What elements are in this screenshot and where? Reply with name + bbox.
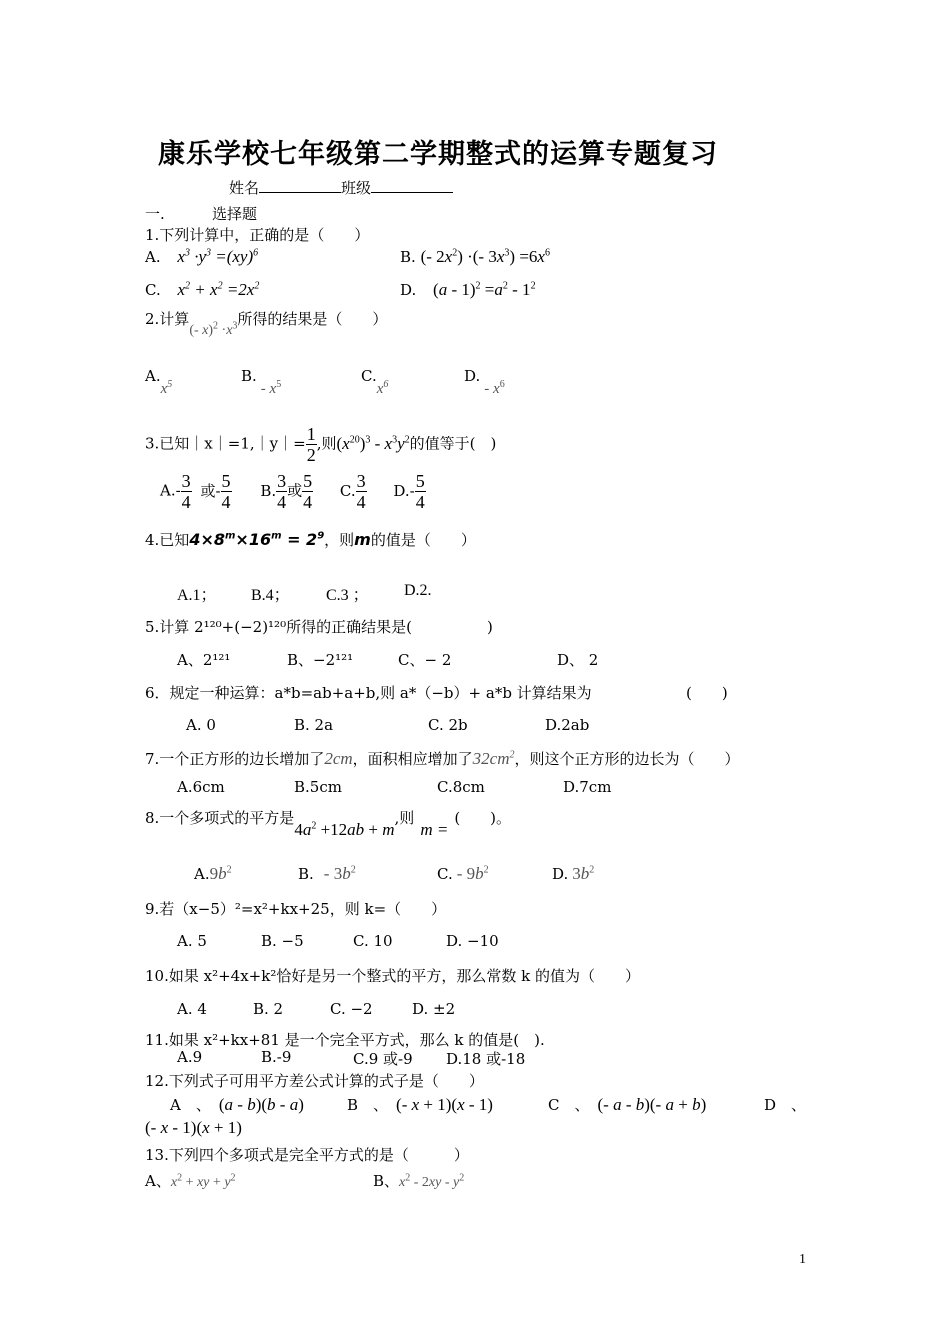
option-label: A. [145, 367, 161, 385]
question-9-stem: 9.若（x−5）²=x²+kx+25，则 k=（ ） [145, 900, 447, 918]
option-label: D. [400, 281, 417, 299]
question-7-option-a: A.6cm [177, 778, 225, 796]
option-label: B 、 [347, 1096, 389, 1114]
math-expression: (- $x)^2 \cdot x^3$ [189, 320, 238, 338]
question-10-option-b: B. 2 [253, 1000, 284, 1018]
math-expression: - $9b^2$ [456, 864, 489, 883]
section-number: 一. [145, 205, 165, 223]
question-4-option-b: B.4； [251, 587, 290, 604]
math-expression: $x^2 + x^2 =2x^2$ [177, 280, 260, 299]
question-1-option-a [145, 247, 258, 267]
math-expression: $9b^2$ [209, 864, 232, 883]
question-11-option-d: D.18 或-18 [446, 1050, 526, 1068]
question-11-option-a: A.9 [177, 1048, 203, 1066]
question-10-option-d: D. ±2 [412, 1000, 456, 1018]
question-6-stem: 6．规定一种运算：a*b=ab+a+b,则 a*（−b）+ a*b 计算结果为 [145, 684, 592, 702]
class-label: 班级 [341, 179, 372, 197]
stem-suffix: ( )。 [454, 809, 512, 827]
math-expression: $x^3 \cdot y^3 =(xy)^6$ [177, 247, 259, 266]
class-blank [371, 178, 453, 193]
option-joiner: 或- [200, 481, 221, 500]
math-expression: $x^2 - 2xy - y^2$ [399, 1172, 465, 1190]
question-13-option-b [373, 1170, 464, 1191]
question-7-option-d: D.7cm [563, 778, 612, 796]
math-expression: (a - b)(b - a) [218, 1095, 304, 1114]
stem-suffix: 的值是（ ） [370, 531, 476, 549]
question-1-option-b [400, 247, 550, 267]
option-label: B. [260, 481, 277, 500]
area-value: 32cm [472, 749, 510, 768]
stem-suffix: 的值等于( ) [409, 434, 497, 453]
question-3-options [160, 471, 426, 512]
option-label: A、 [145, 1172, 171, 1190]
page-number: 1 [799, 1252, 806, 1267]
stem-suffix: ，则这个正方形的边长为（ ） [514, 750, 740, 768]
question-8-option-a [194, 864, 232, 884]
math-variable: m [354, 530, 371, 549]
question-10-option-a: A. 4 [177, 1000, 207, 1018]
option-label: B. [400, 248, 416, 266]
stem-mid: ,则 [394, 809, 415, 827]
question-8-option-b [298, 864, 356, 884]
question-5-option-a: A、2¹²¹ [177, 651, 231, 669]
math-expression: $(a - 1)^2 =a^2 - 1^2$ [433, 280, 536, 299]
question-2-option-c [361, 367, 389, 397]
stem-mid: ,则 [316, 434, 337, 453]
math-expression: $4\times 8^m\times 16^m = 2^9$ [189, 530, 325, 549]
math-expression: - $3b^2$ [323, 864, 356, 883]
math-expression: - $x^5$ [260, 379, 282, 397]
stem-prefix: 4.已知 [145, 531, 190, 549]
fraction: $\frac{5}{4}$ [303, 471, 313, 512]
question-4-option-d: D.2. [404, 582, 432, 599]
stem-mid: ，面积相应增加了 [352, 750, 473, 768]
question-8-option-d [552, 864, 594, 884]
question-13-stem: 13.下列四个多项式是完全平方式的是（ ） [145, 1146, 469, 1164]
option-label: A.- [160, 481, 181, 500]
question-11-stem: 11.如果 x²+kx+81 是一个完全平方式，那么 k 的值是( ). [145, 1031, 545, 1049]
option-label: C 、 [548, 1096, 590, 1114]
option-label: A. [145, 248, 161, 266]
question-7-stem [145, 748, 740, 769]
stem-prefix: 8.一个多项式的平方是 [145, 809, 295, 827]
math-expression: m = [420, 820, 449, 839]
math-expression: (- $2x^2$) ·(- $3x^3) =6x^6$ [420, 247, 550, 266]
name-label: 姓名 [229, 179, 260, 197]
option-label: B、 [373, 1172, 400, 1190]
option-joiner: 或 [287, 481, 303, 500]
question-6-option-c: C. 2b [428, 716, 468, 734]
question-10-option-c: C. −2 [330, 1000, 373, 1018]
question-6-option-b: B. 2a [294, 716, 334, 734]
question-6-paren: ( ) [686, 684, 728, 702]
stem-prefix: 7.一个正方形的边长增加了 [145, 750, 325, 768]
option-label: B. [241, 367, 257, 385]
question-5-option-b: B、−2¹²¹ [287, 651, 354, 669]
fraction: $\frac{5}{4}$ [221, 471, 231, 512]
question-1-option-d [400, 280, 536, 300]
question-2-option-a [145, 367, 173, 397]
math-expression: (- x + 1)(x - 1) [396, 1095, 493, 1114]
question-8-option-c [437, 864, 489, 884]
math-expression: $x^2$ + xy + $y^2$ [170, 1172, 236, 1190]
question-6-option-a: A. 0 [186, 716, 216, 734]
question-7-option-c: C.8cm [437, 778, 485, 796]
math-expression: $x^6$ [376, 379, 389, 397]
option-label: D. [464, 367, 481, 385]
question-1-option-c [145, 280, 259, 300]
question-4-stem [145, 529, 476, 550]
question-12-option-a [170, 1094, 304, 1115]
question-9-option-d: D. −10 [446, 932, 499, 950]
question-5-option-d: D、 2 [557, 651, 599, 669]
math-expression: (- a - b)(- a + b) [597, 1095, 707, 1114]
question-5-option-c: C、− 2 [398, 651, 452, 669]
option-label: C. [145, 281, 161, 299]
question-1-stem: 1.下列计算中，正确的是（ ） [145, 226, 370, 244]
question-12-option-d: D 、 [764, 1096, 807, 1114]
question-10-stem: 10.如果 x²+4x+k²恰好是另一个整式的平方，那么常数 k 的值为（ ） [145, 967, 640, 985]
math-expression: - $x^6$ [484, 379, 505, 397]
option-label: A. [194, 865, 210, 883]
option-label: D. [552, 865, 569, 883]
question-3-stem [145, 424, 496, 465]
option-label: D.- [393, 481, 415, 500]
option-label: C. [437, 865, 453, 883]
stem-suffix: 所得的结果是（ ） [237, 310, 388, 328]
stem-prefix: 3.已知｜x｜=1,｜y｜= [145, 434, 306, 453]
fraction: $\frac{3}{4}$ [277, 471, 287, 512]
option-label: C. [339, 481, 356, 500]
question-2-option-d [464, 367, 505, 397]
question-13-option-a [145, 1170, 236, 1191]
name-blank [259, 178, 341, 193]
fraction: $\frac{1}{2}$ [306, 424, 316, 465]
option-label: A 、 [170, 1096, 211, 1114]
question-2-stem [145, 308, 388, 338]
math-value: 2cm [324, 749, 353, 768]
math-expression: $x^5$ [160, 379, 173, 397]
section-label: 选择题 [212, 205, 258, 223]
question-12-option-b [347, 1094, 493, 1115]
question-12-option-c [548, 1094, 706, 1115]
fraction: $\frac{5}{4}$ [415, 471, 425, 512]
math-expression: $4a^2 +12ab + m$ [294, 820, 395, 839]
stem-prefix: 2.计算 [145, 310, 190, 328]
math-value: $32cm^2$ [472, 749, 515, 768]
fraction: $\frac{3}{4}$ [356, 471, 366, 512]
fraction: $\frac{3}{4}$ [181, 471, 191, 512]
question-7-option-b: B.5cm [294, 778, 342, 796]
question-9-option-c: C. 10 [353, 932, 393, 950]
question-11-option-c: C.9 或-9 [353, 1050, 413, 1068]
stem-mid: ，则 [324, 531, 355, 549]
question-4-option-a: A.1； [177, 587, 217, 604]
option-label: C. [361, 367, 377, 385]
question-9-option-b: B. −5 [261, 932, 304, 950]
question-12-option-d-expression: (- x - 1)(x + 1) [145, 1118, 242, 1137]
question-8-stem [145, 807, 512, 839]
question-6-option-d: D.2ab [545, 716, 590, 734]
question-5-stem: 5.计算 2¹²⁰+(−2)¹²⁰所得的正确结果是( ) [145, 618, 493, 636]
math-expression: $3b^2$ [572, 864, 595, 883]
option-label: B. [298, 865, 314, 883]
page-title: 康乐学校七年级第二学期整式的运算专题复习 [158, 139, 718, 170]
question-11-option-b: B.-9 [261, 1048, 292, 1066]
question-9-option-a: A. 5 [177, 932, 207, 950]
question-4-option-c: C.3 ； [326, 587, 369, 604]
question-2-option-b [241, 367, 282, 397]
student-info [229, 177, 453, 198]
math-expression: $(x^{20})^3 - x^3y^2$ [336, 433, 410, 453]
question-12-stem: 12.下列式子可用平方差公式计算的式子是（ ） [145, 1072, 484, 1090]
